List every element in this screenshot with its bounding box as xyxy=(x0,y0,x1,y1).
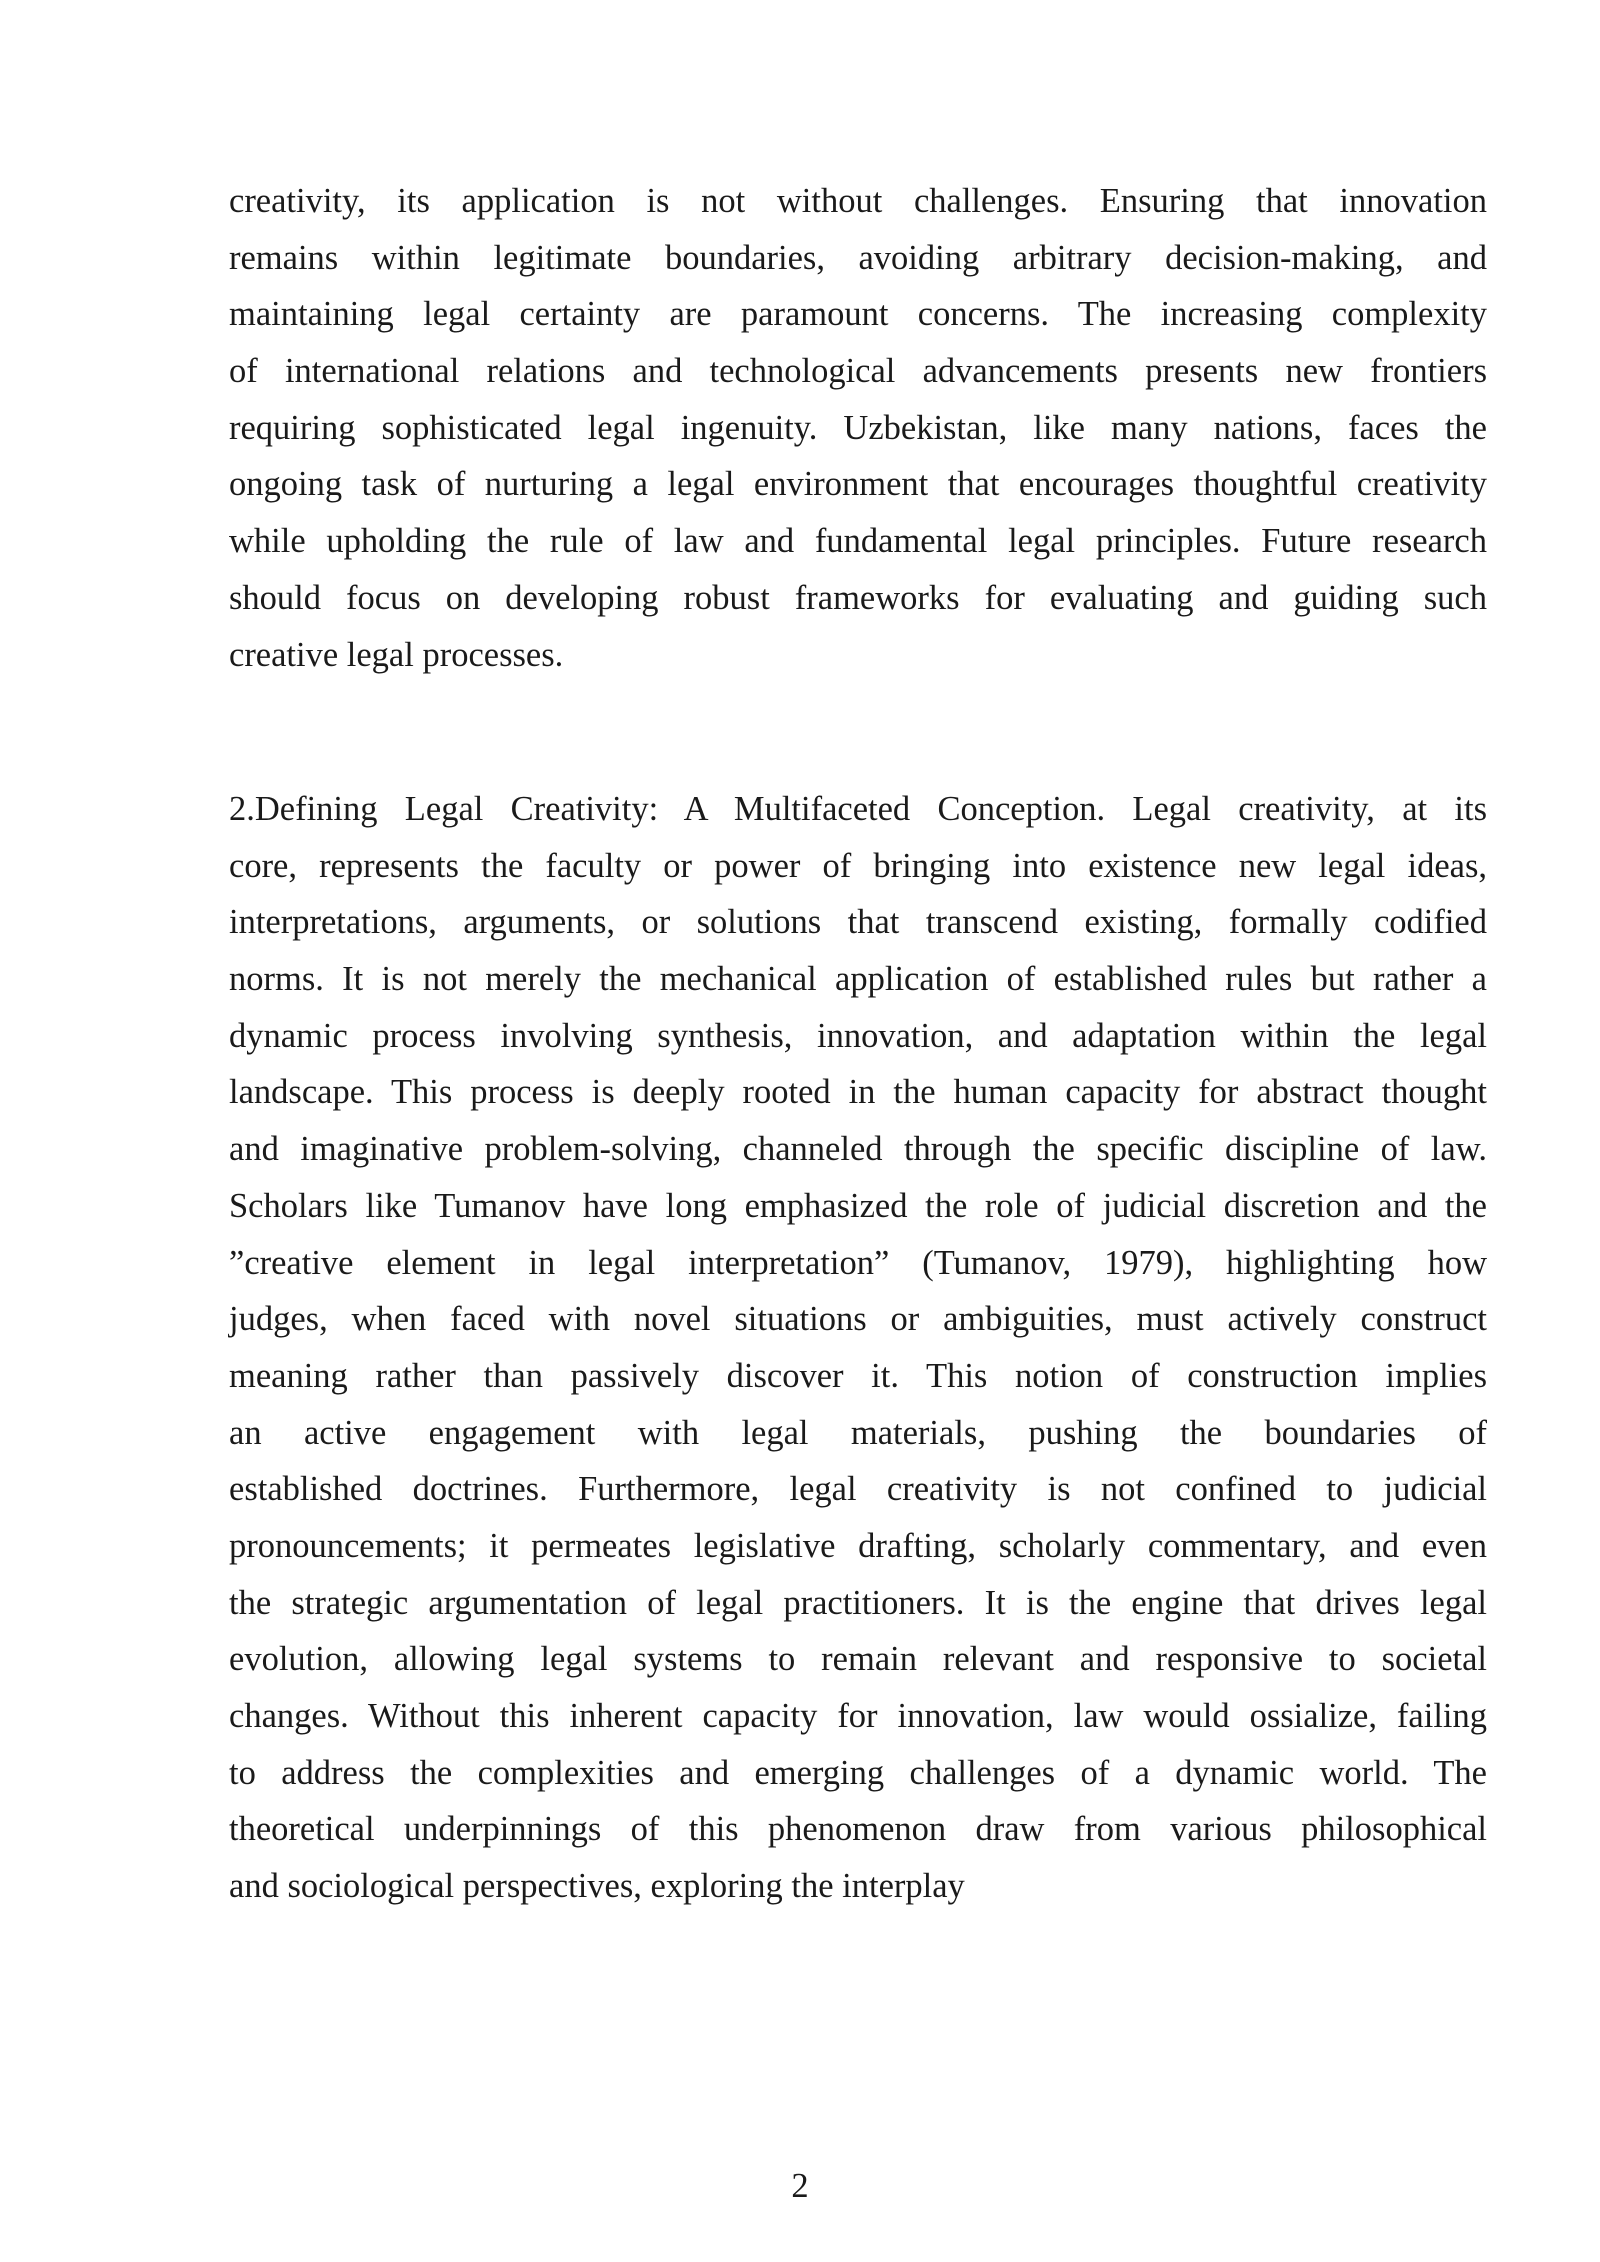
text-line: requiring sophisticated legal ingenuity. Uzbekistan, like many nations, faces the xyxy=(229,408,1487,447)
text-line: established doctrines. Furthermore, legal creativity is not confined to judicial xyxy=(229,1470,1487,1509)
text-line: maintaining legal certainty are paramount concerns. The increasing complexity xyxy=(229,295,1487,334)
text-line: an active engagement with legal materials, pushing the boundaries of xyxy=(229,1413,1487,1452)
text-line: pronouncements; it permeates legislative drafting, scholarly commentary, and even xyxy=(229,1526,1487,1565)
text-line: creativity, its application is not without challenges. Ensuring that innovation xyxy=(229,182,1487,220)
text-line: theoretical underpinnings of this phenomenon draw from various philosophical xyxy=(229,1810,1487,1849)
text-line: interpretations, arguments, or solutions that transcend existing, formally codified xyxy=(229,903,1487,942)
text-line: landscape. This process is deeply rooted in the human capacity for abstract thought xyxy=(229,1073,1487,1112)
text-line: and imaginative problem-solving, channeled through the specific discipline of law. xyxy=(229,1130,1487,1169)
text-line: remains within legitimate boundaries, avoiding arbitrary decision-making, and xyxy=(229,238,1487,277)
text-line: should focus on developing robust frameworks for evaluating and guiding such xyxy=(229,578,1487,617)
text-line: ongoing task of nurturing a legal environment that encourages thoughtful creativity xyxy=(229,465,1487,504)
page-number: 2 xyxy=(791,2167,809,2205)
text-line: creative legal processes. xyxy=(229,635,564,674)
text-line: ”creative element in legal interpretation” (Tumanov, 1979), highlighting how xyxy=(229,1243,1487,1282)
text-line: to address the complexities and emerging challenges of a dynamic world. The xyxy=(229,1753,1487,1792)
text-line: and sociological perspectives, exploring the interplay xyxy=(229,1867,965,1906)
text-line: while upholding the rule of law and fundamental legal principles. Future research xyxy=(229,522,1487,561)
text-line: meaning rather than passively discover it. This notion of construction implies xyxy=(229,1356,1487,1395)
section-heading-line: 2.Defining Legal Creativity: A Multifaceted Conception. Legal creativity, at its xyxy=(229,790,1487,828)
text-line: changes. Without this inherent capacity for innovation, law would ossialize, failing xyxy=(229,1697,1487,1735)
text-line: of international relations and technological advancements presents new frontiers xyxy=(229,352,1487,391)
text-line: the strategic argumentation of legal practitioners. It is the engine that drives legal xyxy=(229,1583,1487,1622)
text-line: dynamic process involving synthesis, innovation, and adaptation within the legal xyxy=(229,1016,1487,1055)
paragraph-defining-legal-creativity xyxy=(229,781,1487,1915)
text-line: judges, when faced with novel situations or ambiguities, must actively construct xyxy=(229,1300,1487,1339)
text-line: norms. It is not merely the mechanical application of established rules but rather a xyxy=(229,960,1487,999)
paragraph-challenges xyxy=(229,173,1487,683)
text-line: Scholars like Tumanov have long emphasized the role of judicial discretion and the xyxy=(229,1186,1487,1225)
text-line: evolution, allowing legal systems to remain relevant and responsive to societal xyxy=(229,1640,1487,1679)
text-line: core, represents the faculty or power of bringing into existence new legal ideas, xyxy=(229,846,1487,885)
